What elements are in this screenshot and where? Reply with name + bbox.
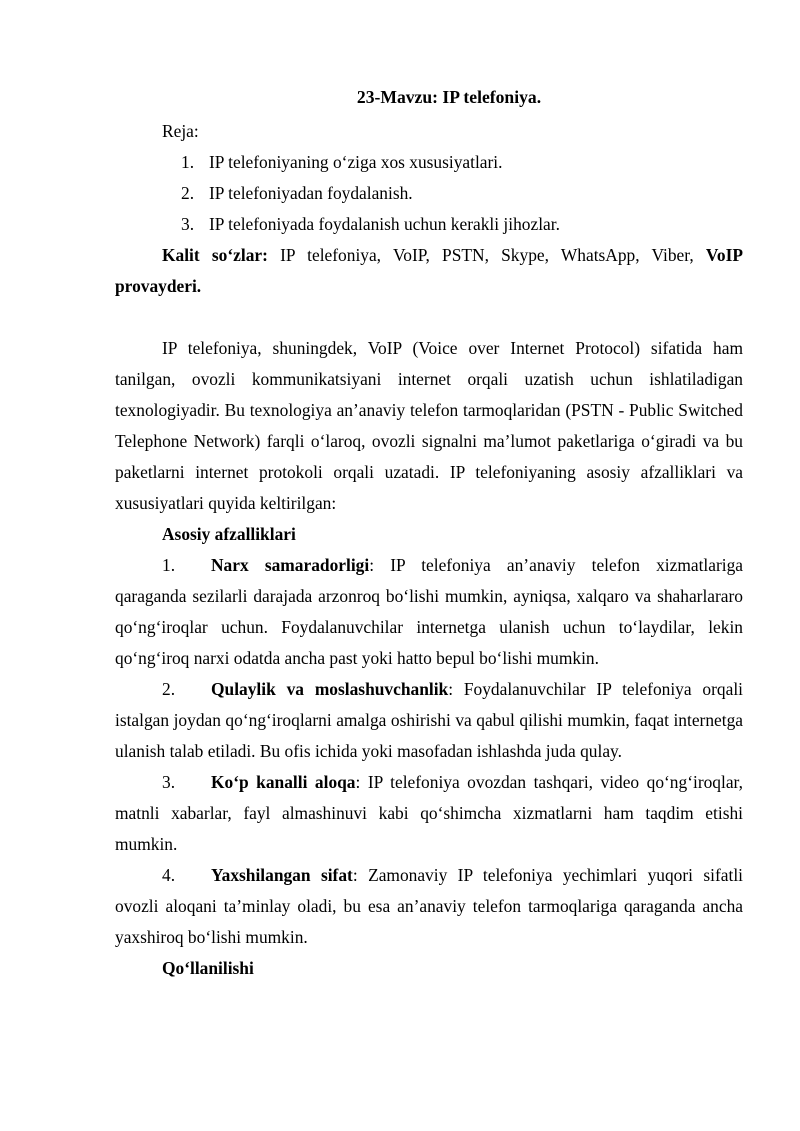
advantage-number: 3. [162, 772, 176, 792]
plan-item [115, 209, 743, 240]
keywords-text: IP telefoniya, VoIP, PSTN, Skype, WhatsApp, Viber, [267, 245, 706, 265]
document-title: 23-Mavzu: IP telefoniya. [356, 87, 542, 107]
plan-label: Reja: [162, 121, 199, 141]
keywords-bold-tail: VoIP provayderi. [115, 245, 743, 296]
advantage-title: Narx samaradorligi [211, 555, 370, 575]
plan-item-number: 3. [181, 214, 195, 234]
advantages-heading: Asosiy afzalliklari [162, 524, 296, 544]
advantage-text: : Foydalanuvchilar IP telefoniya orqali istalgan joydan qo‘ng‘iroqlarni amalga oshirishi va qabul qilishi mumkin, faqat internetga ulanish talab etiladi. Bu ofis ichida yoki masofadan ishlashda juda qulay. [115, 679, 743, 761]
plan-item-number: 1. [181, 152, 195, 172]
advantage-number: 2. [162, 679, 176, 699]
advantage-title: Ko‘p kanalli aloqa [211, 772, 356, 792]
plan-item-text: IP telefoniyadan foydalanish. [209, 183, 413, 203]
advantage-item [115, 860, 743, 953]
advantage-text: : IP telefoniya ovozdan tashqari, video qo‘ng‘iroqlar, matnli xabarlar, fayl almashinuvi kabi qo‘shimcha xizmatlarni ham taqdim etishi mumkin. [115, 772, 744, 854]
plan-item-number: 2. [181, 183, 195, 203]
plan-item [115, 178, 743, 209]
advantage-text: : Zamonaviy IP telefoniya yechimlari yuqori sifatli ovozli aloqani ta’minlay oladi, bu esa an’anaviy telefon tarmoqlariga qaraganda ancha yaxshiroq bo‘lishi mumkin. [115, 865, 743, 947]
usage-heading: Qo‘llanilishi [162, 958, 254, 978]
advantage-title: Yaxshilangan sifat [211, 865, 353, 885]
advantage-item [115, 767, 743, 860]
keywords-label: Kalit so‘zlar: [162, 245, 268, 265]
document-page [115, 84, 743, 984]
plan-item-text: IP telefoniyaning o‘ziga xos xususiyatlari. [209, 152, 503, 172]
keywords-paragraph [115, 240, 743, 302]
advantage-number: 4. [162, 865, 176, 885]
blank-line [115, 302, 743, 333]
advantage-number: 1. [162, 555, 176, 575]
intro-paragraph: IP telefoniya, shuningdek, VoIP (Voice over Internet Protocol) sifatida ham tanilgan, ovozli kommunikatsiyani internet orqali uzatish uchun ishlatiladigan texnologiyadir. Bu texnologiya an’anaviy telefon tarmoqlaridan (PSTN - Public Switched Telephone Network) farqli o‘laroq, ovozli signalni ma’lumot paketlariga o‘giradi va bu paketlarni internet protokoli orqali uzatadi. IP telefoniyaning asosiy afzalliklari va xususiyatlari quyida keltirilgan: [115, 338, 743, 513]
plan-item [115, 147, 743, 178]
plan-item-text: IP telefoniyada foydalanish uchun kerakli jihozlar. [209, 214, 560, 234]
advantage-item [115, 674, 743, 767]
advantage-text: : IP telefoniya an’anaviy telefon xizmatlariga qaraganda sezilarli darajada arzonroq bo‘lishi mumkin, ayniqsa, xalqaro va shaharlararo qo‘ng‘iroqlar uchun. Foydalanuvchilar internetga ulanish uchun to‘laydilar, lekin qo‘ng‘iroq narxi odatda ancha past yoki hatto bepul bo‘lishi mumkin. [115, 555, 743, 668]
advantage-title: Qulaylik va moslashuvchanlik [211, 679, 449, 699]
plan-list [115, 147, 743, 240]
advantage-item [115, 550, 743, 674]
